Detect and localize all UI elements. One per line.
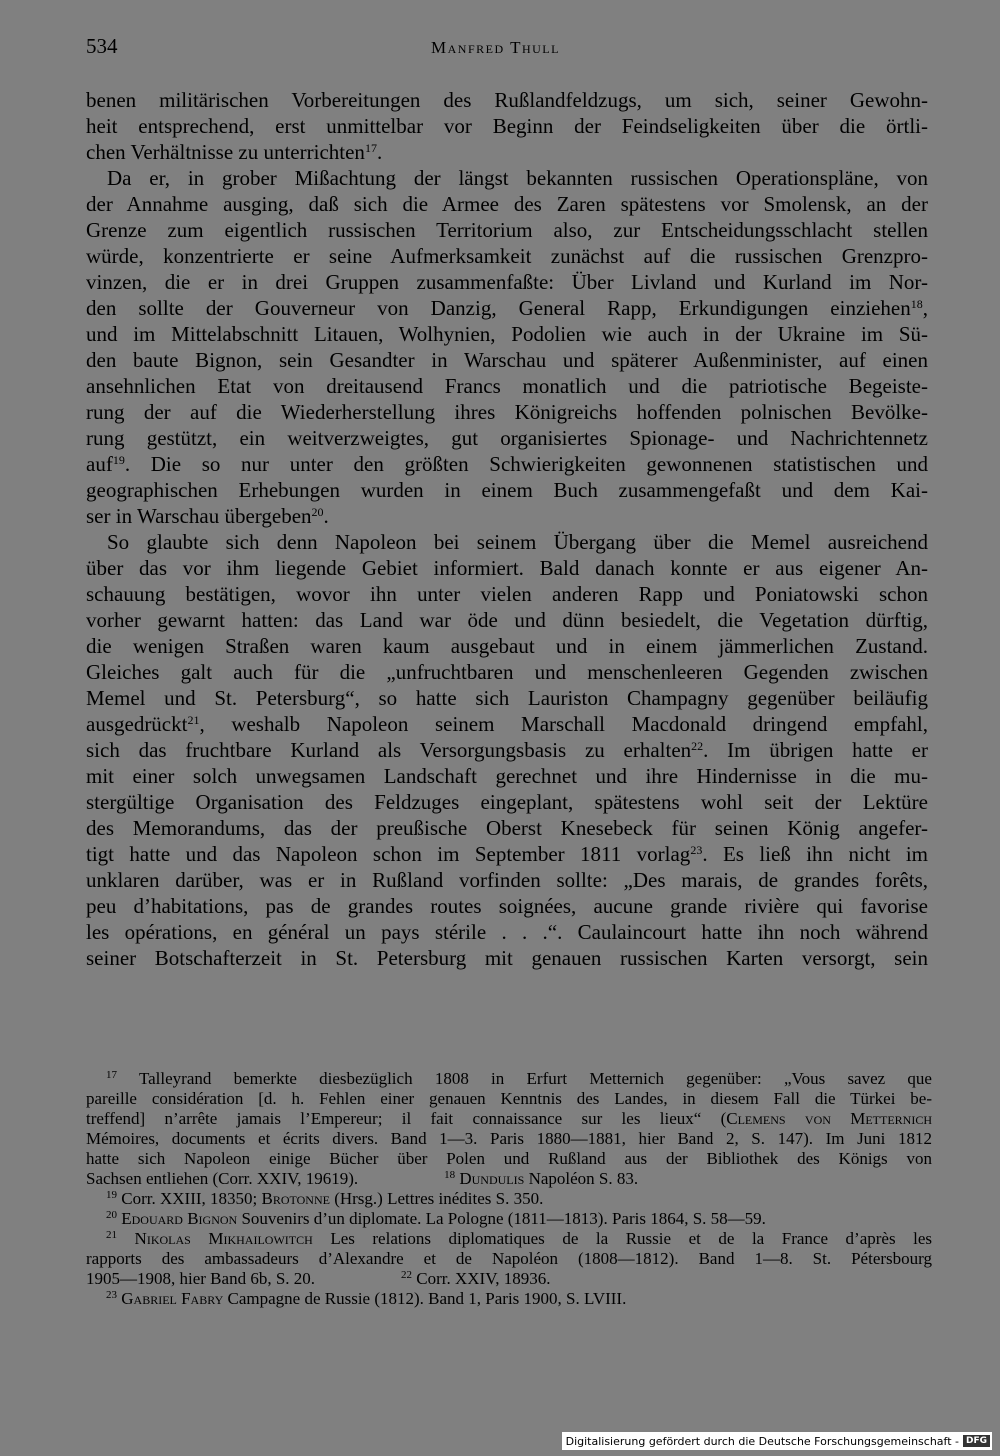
- paragraph-3: [86, 529, 928, 971]
- text-line: über das vor ihm liegende Gebiet informiert. Bald danach konnte er aus eigener An-: [86, 556, 928, 580]
- text-line: chen Verhältnisse zu unterrichten$^{17}$.: [86, 140, 383, 164]
- footnote-line: $^{20}$ Edouard Bignon Souvenirs d’un diplomate. La Pologne (1811—1813). Paris 1864, S. 58—59.: [106, 1209, 766, 1228]
- text-line: Memel und St. Petersburg“, so hatte sich Lauriston Champagny gegenüber beiläufig: [86, 686, 928, 710]
- text-line: Grenze zum eigentlich russischen Territorium also, zur Entscheidungsschlacht stellen: [86, 218, 928, 242]
- footnote-line: $^{23}$ Gabriel Fabry Campagne de Russie (1812). Band 1, Paris 1900, S. LVIII.: [106, 1289, 627, 1308]
- footnote-21: [86, 1229, 932, 1289]
- footnote-ref-17[interactable]: 17: [364, 141, 377, 155]
- text-line: den baute Bignon, sein Gesandter in Warschau und späterer Außenminister, auf einen: [86, 348, 928, 372]
- text-line: Gleiches galt auch für die „unfruchtbaren und menschenleeren Gegenden zwischen: [86, 660, 928, 684]
- footer-text: Digitalisierung gefördert durch die Deutsche Forschungsgemeinschaft -: [565, 1434, 959, 1448]
- footnote-18: $^{18}$ Dundulis Napoléon S. 83.: [444, 1169, 639, 1188]
- running-head: Manfred Thull: [431, 38, 560, 57]
- text-line: ser in Warschau übergeben$^{20}$.: [86, 504, 329, 528]
- text-line: die wenigen Straßen waren kaum ausgebaut und in einem jämmerlichen Zustand.: [86, 634, 928, 658]
- text-line: vinzen, die er in drei Gruppen zusammenfaßte: Über Livland und Kurland im Nor-: [86, 270, 928, 294]
- text-line: mit einer solch unwegsamen Landschaft gerechnet und ihre Hindernisse in die mu-: [86, 764, 928, 788]
- footnote-line: Mémoires, documents et écrits divers. Band 1—3. Paris 1880—1881, hier Band 2, S. 147). Im Juni 1812: [86, 1129, 932, 1148]
- text-line: les opérations, en général un pays stérile . . .“. Caulaincourt hatte ihn noch während: [86, 920, 928, 944]
- text-line: tigt hatte und das Napoleon schon im September 1811 vorlag$^{23}$. Es ließ ihn nicht im: [86, 842, 928, 866]
- page-number: 534: [86, 34, 118, 58]
- text-line: benen militärischen Vorbereitungen des Rußlandfeldzugs, um sich, seiner Gewohn-: [86, 88, 928, 112]
- footnote-line: $^{21}$ Nikolas Mikhailowitch Les relations diplomatiques de la Russie et de la France d’après les: [106, 1229, 933, 1248]
- text-line: So glaubte sich denn Napoleon bei seinem Übergang über die Memel ausreichend: [107, 530, 928, 554]
- footnote-ref-20[interactable]: 20: [311, 505, 324, 519]
- footnote-line: treffend] n’arrête jamais l’Empereur; il fait connaissance sur les lieux“ (Clemens von Metternich: [86, 1109, 932, 1128]
- text-line: würde, konzentrierte er seine Aufmerksamkeit zunächst auf die russischen Grenzpro-: [86, 244, 928, 268]
- footnote-line: 1905—1908, hier Band 6b, S. 20. $^{22}$ Corr. XXIV, 18936.: [86, 1269, 551, 1288]
- text-line: der Annahme ausging, daß sich die Armee des Zaren spätestens vor Smolensk, an der: [86, 192, 928, 216]
- footnotes: [86, 1069, 932, 1309]
- dfg-logo-icon[interactable]: DFG: [963, 1435, 990, 1447]
- paragraph-1: [86, 87, 928, 165]
- footnote-line: rapports des ambassadeurs d’Alexandre et de Napoléon (1808—1812). Band 1—8. St. Pétersbourg: [86, 1249, 932, 1268]
- page-header: [86, 32, 928, 72]
- footnote-ref-22[interactable]: 22: [691, 739, 704, 753]
- paragraph-2: [86, 165, 928, 529]
- footnote-line: pareille considération [d. h. Fehlen einer genauen Kenntnis des Landes, in diesem Fall die Türkei be-: [86, 1089, 932, 1108]
- footnote-line: hatte sich Napoleon einige Bücher über Polen und Rußland aus der Bibliothek des Königs von: [86, 1149, 932, 1168]
- footnote-19: [86, 1189, 932, 1209]
- text-line: unklaren darüber, was er in Rußland vorfinden sollte: „Des marais, de grandes forêts,: [86, 868, 928, 892]
- text-line: und im Mittelabschnitt Litauen, Wolhynien, Podolien wie auch in der Ukraine im Sü-: [86, 322, 928, 346]
- text-line: seiner Botschafterzeit in St. Petersburg mit genauen russischen Karten versorgt, sein: [86, 946, 928, 970]
- text-line: auf$^{19}$. Die so nur unter den größten Schwierigkeiten gewonnenen statistischen und: [86, 452, 928, 476]
- footnote-ref-18[interactable]: 18: [910, 297, 923, 311]
- text-line: vorher gewarnt hatten: das Land war öde und dünn besiedelt, die Vegetation dürftig,: [86, 608, 928, 632]
- text-line: sich das fruchtbare Kurland als Versorgungsbasis zu erhalten$^{22}$. Im übrigen hatte er: [86, 738, 928, 762]
- footnote-ref-23[interactable]: 23: [690, 843, 703, 857]
- footnote-23: [86, 1289, 932, 1309]
- footnote-line: $^{19}$ Corr. XXIII, 18350; Brotonne (Hrsg.) Lettres inédites S. 350.: [106, 1189, 544, 1208]
- footnote-line: $^{17}$ Talleyrand bemerkte diesbezüglich 1808 in Erfurt Metternich gegenüber: „Vous savez que: [106, 1069, 932, 1088]
- text-line: stergültige Organisation des Feldzuges eingeplant, spätestens wohl seit der Lektüre: [86, 790, 928, 814]
- footnote-ref-21[interactable]: 21: [187, 713, 200, 727]
- footnote-20: [86, 1209, 932, 1229]
- text-line: den sollte der Gouverneur von Danzig, General Rapp, Erkundigungen einziehen$^{18}$,: [86, 296, 928, 320]
- text-line: rung gestützt, ein weitverzweigtes, gut organisiertes Spionage- und Nachrichtennetz: [86, 426, 928, 450]
- text-line: peu d’habitations, pas de grandes routes soignées, aucune grande rivière qui favorise: [86, 894, 928, 918]
- text-line: des Memorandums, das der preußische Oberst Knesebeck für seinen König angefer-: [86, 816, 928, 840]
- text-line: schauung bestätigen, wovor ihn unter vielen anderen Rapp und Poniatowski schon: [86, 582, 928, 606]
- digitization-footer: [562, 1432, 992, 1450]
- text-line: rung der auf die Wiederherstellung ihres Königreichs hoffenden polnischen Bevölke-: [86, 400, 928, 424]
- text-line: ansehnlichen Etat von dreitausend Francs monatlich und die patriotische Begeiste-: [86, 374, 928, 398]
- footnote-line: Sachsen entliehen (Corr. XXIV, 19619). $^{18}$ Dundulis Napoléon S. 83.: [86, 1169, 639, 1188]
- footnote-17: [86, 1069, 932, 1189]
- text-line: geographischen Erhebungen wurden in einem Buch zusammengefaßt und dem Kai-: [86, 478, 928, 502]
- footnote-ref-19[interactable]: 19: [112, 453, 125, 467]
- text-line: ausgedrückt$^{21}$, weshalb Napoleon seinem Marschall Macdonald dringend empfahl,: [86, 712, 928, 736]
- footnote-22: $^{22}$ Corr. XXIV, 18936.: [401, 1269, 551, 1288]
- main-text: [86, 87, 928, 971]
- text-line: heit entsprechend, erst unmittelbar vor Beginn der Feindseligkeiten über die örtli-: [86, 114, 928, 138]
- text-line: Da er, in grober Mißachtung der längst bekannten russischen Operationspläne, von: [107, 166, 928, 190]
